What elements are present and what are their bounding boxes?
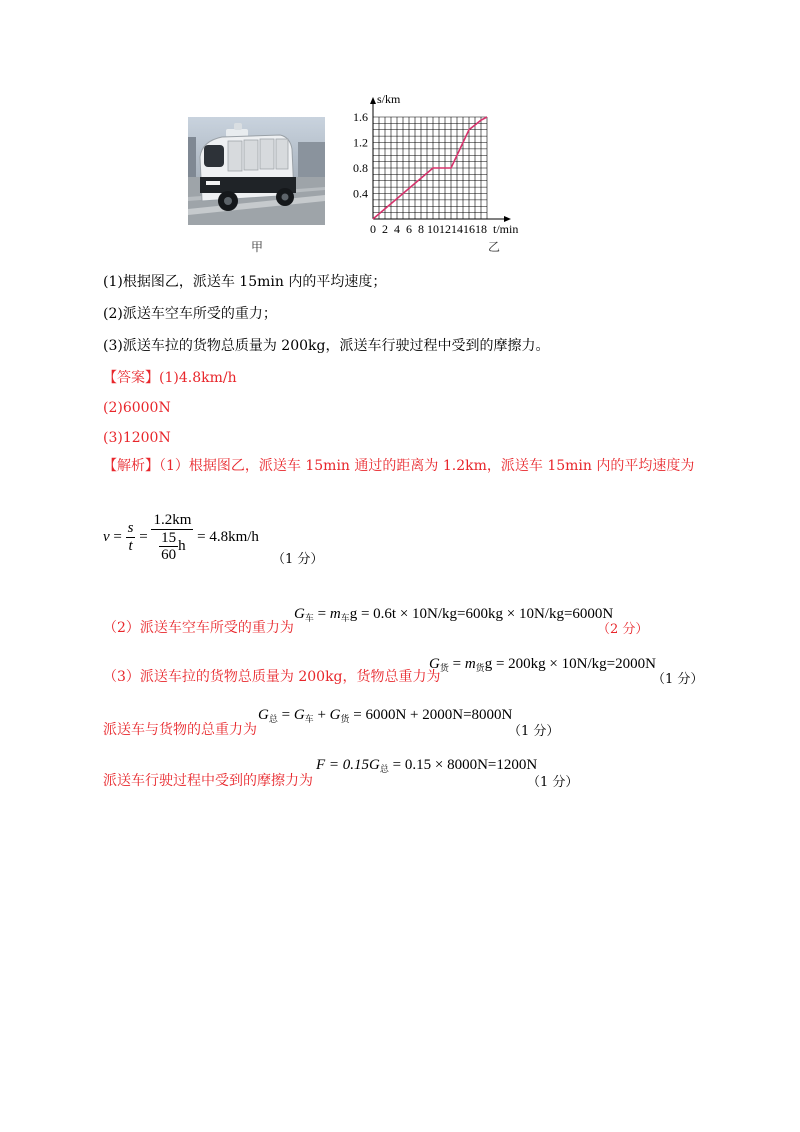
s-t-graph [345,95,645,255]
x-tick-label: 12 [439,222,451,236]
formula-velocity: v = $\frac{s}{t}$ = 1.2km $\frac{15}{60}$ h = 4.8km/h [103,512,259,563]
x-tick-label: 14 [451,222,463,236]
analysis-step-4-text: 派送车与货物的总重力为 [103,722,257,738]
y-axis-label: s/km [377,95,401,106]
x-tick-label: 0 [370,222,376,236]
analysis-step-1-text: （1）根据图乙，派送车 15min 通过的距离为 1.2km，派送车 15min 内的平均速度为 [159,458,695,474]
step-4-score: （1 分） [508,724,560,739]
step-5-score: （1 分） [527,775,579,790]
answer-label: 【答案】 [103,370,159,386]
x-tick-label: 8 [418,222,424,236]
y-axis-arrow [370,97,376,104]
x-tick-label: 18 [475,222,487,236]
answer-3: (3)1200N [103,430,171,446]
y-tick-label: 1.2 [353,135,368,150]
y-tick-label: 0.8 [353,161,368,175]
x-tick-label: 6 [406,222,412,236]
question-3: (3)派送车拉的货物总质量为 200kg，派送车行驶过程中受到的摩擦力。 [103,338,550,354]
step-3-score: （1 分） [652,672,704,687]
formula-cargo-weight: $G_货 = m_货g = 200kg \times 10N/kg=2000N$ [429,656,656,673]
answer-1: (1)4.8km/h [159,370,237,386]
step-2-score: （2 分） [597,622,649,637]
figure-yi-caption: 乙 [488,240,501,254]
formula-total-weight: $G_总 = G_车 + G_货 = 6000N + 2000N=8000N$ [258,707,513,724]
delivery-vehicle-photo [188,117,325,225]
analysis-label: 【解析】 [103,458,159,474]
y-tick-label: 1.6 [353,110,368,124]
step-1-score: （1 分） [272,552,324,567]
answer-line-1 [103,368,237,388]
question-2: (2)派送车空车所受的重力； [103,306,277,322]
x-axis-label: t/min [493,222,519,236]
analysis-step-1 [103,456,694,476]
analysis-step-2-text: （2）派送车空车所受的重力为 [103,620,294,636]
figure-jia [188,117,325,225]
x-tick-label: 2 [382,222,388,236]
figure-jia-caption: 甲 [251,240,264,254]
analysis-step-5-text: 派送车行驶过程中受到的摩擦力为 [103,773,313,789]
x-tick-label: 4 [394,222,400,236]
x-tick-label: 16 [463,222,475,236]
question-1: (1)根据图乙，派送车 15min 内的平均速度； [103,274,387,290]
answer-2: (2)6000N [103,400,171,416]
formula-vehicle-weight: $G_车 = m_车g = 0.6t \times 10N/kg=600kg \times 10N/kg=6000N$ [294,606,614,623]
analysis-step-3-text: （3）派送车拉的货物总质量为 200kg，货物总重力为 [103,669,441,685]
formula-friction: $F = 0.15G_总 = 0.15 \times 8000N=1200N$ [316,757,538,774]
y-tick-label: 0.4 [353,186,368,201]
x-tick-label: 10 [427,222,439,236]
